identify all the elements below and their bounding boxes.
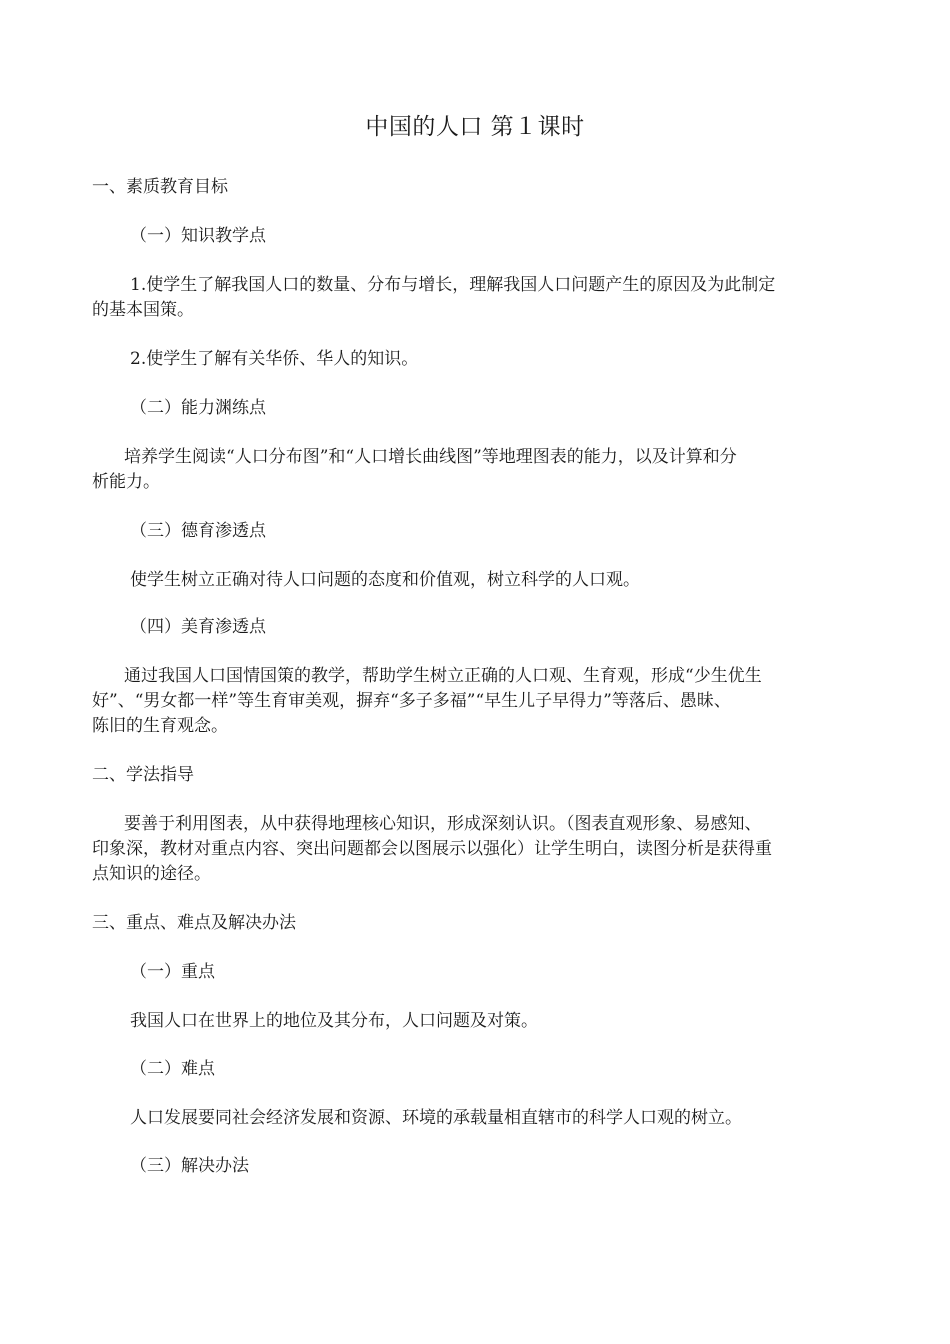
paragraph-aesthetic-line-3: 陈旧的生育观念。 (92, 716, 228, 736)
page-title: 中国的人口 第１课时 (365, 114, 585, 140)
section-heading-3: 三、重点、难点及解决办法 (92, 913, 296, 933)
paragraph-method-line-3: 点知识的途径。 (92, 864, 211, 884)
subheading-key-points: （一）重点 (130, 962, 215, 982)
subheading-moral: （三）德育渗透点 (130, 521, 266, 541)
paragraph-method-line-2: 印象深，教材对重点内容、突出问题都会以图展示以强化）让学生明白，读图分析是获得重 (92, 839, 772, 859)
paragraph-key-points: 我国人口在世界上的地位及其分布，人口问题及对策。 (130, 1011, 538, 1031)
section-heading-1: 一、素质教育目标 (92, 177, 228, 197)
paragraph-method-line-1: 要善于利用图表，从中获得地理核心知识，形成深刻认识。（图表直观形象、易感知、 (124, 814, 762, 834)
subheading-difficulty: （二）难点 (130, 1059, 215, 1079)
subheading-solution: （三）解决办法 (130, 1156, 249, 1176)
paragraph-ability-line-2: 析能力。 (92, 472, 160, 492)
subheading-knowledge: （一）知识教学点 (130, 226, 266, 246)
paragraph-moral: 使学生树立正确对待人口问题的态度和价值观，树立科学的人口观。 (130, 570, 640, 590)
paragraph-aesthetic-line-1: 通过我国人口国情国策的教学，帮助学生树立正确的人口观、生育观，形成“少生优生 (124, 666, 762, 686)
paragraph-item-1-line-2: 的基本国策。 (92, 300, 194, 320)
paragraph-item-2: 2.使学生了解有关华侨、华人的知识。 (130, 349, 419, 369)
subheading-aesthetic: （四）美育渗透点 (130, 617, 266, 637)
subheading-ability: （二）能力渊练点 (130, 398, 266, 418)
paragraph-difficulty: 人口发展要同社会经济发展和资源、环境的承载量相直辖市的科学人口观的树立。 (130, 1108, 742, 1128)
paragraph-ability-line-1: 培养学生阅读“人口分布图”和“人口增长曲线图”等地理图表的能力，以及计算和分 (124, 447, 737, 467)
section-heading-2: 二、学法指导 (92, 765, 194, 785)
paragraph-item-1-line-1: 1.使学生了解我国人口的数量、分布与增长，理解我国人口问题产生的原因及为此制定 (130, 275, 776, 295)
paragraph-aesthetic-line-2: 好”、“男女都一样”等生育审美观，摒弃“多子多福”“早生儿子早得力”等落后、愚昧、 (92, 691, 731, 711)
